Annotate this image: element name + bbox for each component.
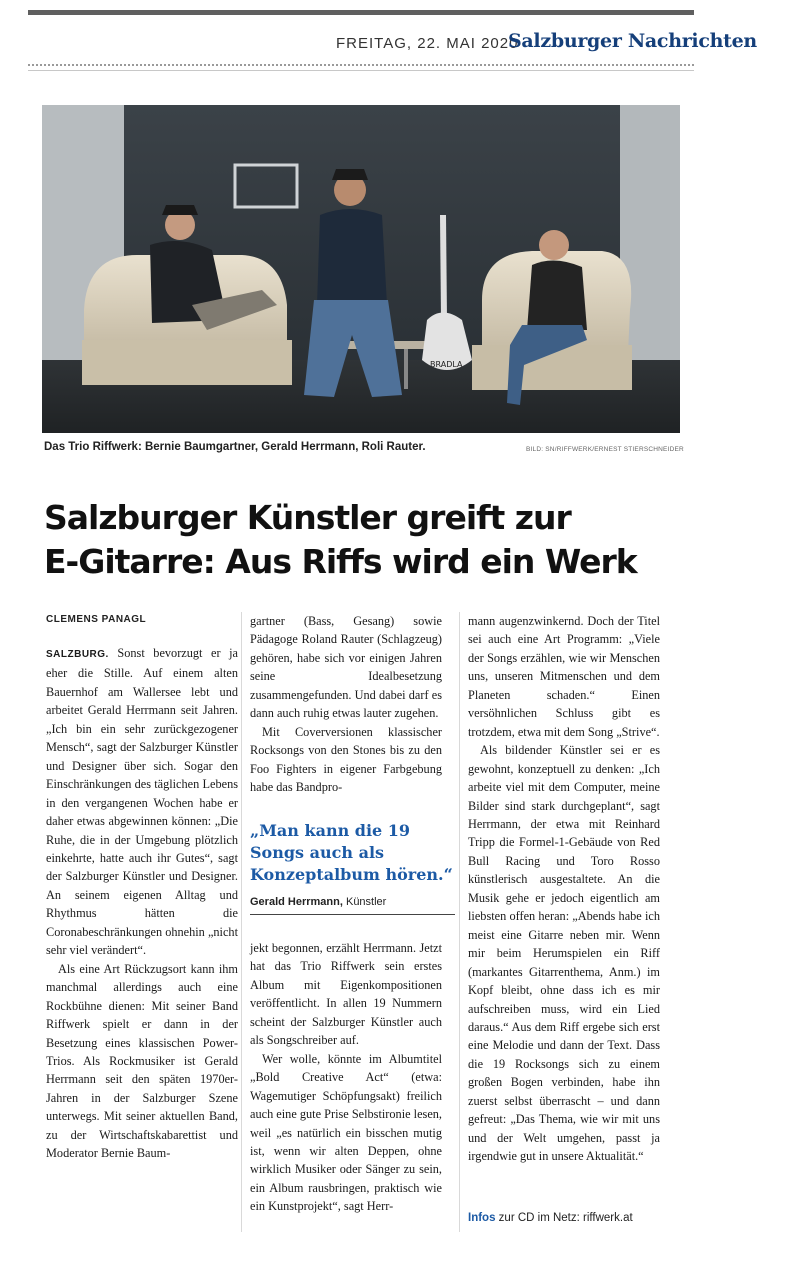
issue-date: FREITAG, 22. MAI 2020 <box>336 35 519 52</box>
paragraph: Als bildender Künstler sei er es gewohnt, konzeptuell zu denken: „Ich arbeite viel mit dem Computer, meine Bilder sind stark durchgeplant“, sagt Herrmann, der etwa mit Reinhard Tripp die Formel-1-Gebäude von Red Bull Racing und Toro Rosso künstlerisch ausgestaltete. An die Musik gehe er jedoch eigentlich am liebsten offen heran: „Abends habe ich meist eine Gitarre neben mir. Wenn mir beim Herumspielen ein Riff (markantes Gitarrenthema, Anm.) im Kopf bleibt, ohne dass ich es mir aufschreiben muss, wird ein Lied daraus.“ Aus dem Riff ergebe sich erst eine Melodie und dann der Text. Dass die 19 Rocksongs sich zu einem großen Bogen verbinden, habe ihn zuerst selbst überrascht – und dann gefreut: „Das Thema, wie wir mit uns und der Welt umgehen, passt ja irgendwie gut in unsere Aktualität.“ <box>468 743 660 1164</box>
paragraph: gartner (Bass, Gesang) sowie Pädagoge Roland Rauter (Schlagzeug) gehören, habe sich vor einigen Jahren seine Idealbesetzung zusammengefunden. Und dabei darf es dann auch ruhig etwas lauter zugehen. <box>250 614 442 721</box>
paragraph: SALZBURG. Sonst bevorzugt er ja eher die Stille. Auf einem alten Bauernhof am Wallersee lebt und arbeitet Gerald Herrmann seit Jahren. „Ich bin ein sehr zurückgezogener Mensch“, sagt der Salzburger Künstler und Designer über sich. Sogar den Einschränkungen des täglichen Lebens in den vergangenen Wochen habe er daher etwas abgewinnen können: „Die Ruhe, die in der Umgebung plötzlich einkehrte, hatte auch ihr Gutes“, sagt der Salzburger Künstler und Designer. An seinem eigenen Alltag und Rhythmus hätten die Coronabeschränkungen ohnehin „nicht sehr viel verändert“. <box>46 646 238 958</box>
pull-quote-rule <box>250 914 455 915</box>
info-footer <box>468 1212 633 1224</box>
article-column-3 <box>468 612 660 1166</box>
article-column-1 <box>46 612 238 1163</box>
info-text: zur CD im Netz: riffwerk.at <box>495 1212 633 1224</box>
column-divider <box>459 612 460 1232</box>
paragraph: mann augenzwinkernd. Doch der Titel sei auch eine Art Programm: „Viele der Songs erzählen, wie wir Menschen uns, unseren Mitmenschen und dem Planeten schaden.“ Einen versöhnlichen Schluss gibt es trotzdem, etwa mit dem Song „Strive“. <box>468 614 660 739</box>
author-byline: CLEMENS PANAGL <box>46 614 147 625</box>
paragraph: Mit Coverversionen klassischer Rocksongs von den Stones bis zu den Foo Fighters in eigener Farbgebung habe das Bandpro- <box>250 724 442 795</box>
headline-line-2: E-Gitarre: Aus Riffs wird ein Werk <box>44 542 637 581</box>
paragraph: Wer wolle, könnte im Albumtitel „Bold Creative Act“ (etwa: Wagemutiger Schöpfungsakt) freilich auch eine gute Prise Selbstironie lesen, weil „es natürlich ein bisschen mutig ist, wenn wir alten Deppen, ohne wirklich Musiker oder Sänger zu sein, ein Album rausbringen, praktisch wie ein Kunstprojekt“, sagt Herr- <box>250 1051 442 1214</box>
top-rule <box>28 10 694 15</box>
headline-line-1: Salzburger Künstler greift zur <box>44 498 571 537</box>
info-label: Infos <box>468 1212 496 1224</box>
pull-quote-text: „Man kann die 19 Songs auch als Konzeptalbum hören.“ <box>250 821 453 884</box>
article-column-2-top <box>250 612 442 797</box>
pull-quote-attribution: Gerald Herrmann, Künstler <box>250 896 387 908</box>
photo-caption: Das Trio Riffwerk: Bernie Baumgartner, Gerald Herrmann, Roli Rauter. <box>44 441 426 453</box>
dateline-location: SALZBURG. <box>46 649 109 660</box>
pull-quote <box>250 820 455 915</box>
paragraph: Als eine Art Rückzugsort kann ihm manchmal allerdings auch eine Rockbühne dienen: Mit seiner Band Riffwerk spielt er dann in der Besetzung eines klassischen Power-Trios. Als Rockmusiker ist Gerald Herrmann seit den späten 1970er-Jahren in der Salzburger Szene unterwegs. Mit seiner aktuellen Band, zu der Wirtschaftskabarettist und Moderator Bernie Baum- <box>46 961 238 1161</box>
guitar-text: BRADLA <box>430 360 463 369</box>
column-divider <box>241 612 242 1232</box>
photo-credit: BILD: SN/RIFFWERK/ERNEST STIERSCHNEIDER <box>526 446 684 453</box>
band-photo <box>42 105 680 433</box>
article-column-2-bottom <box>250 939 442 1216</box>
newspaper-logo: Salzburger Nachrichten <box>508 30 757 52</box>
article-headline <box>44 496 694 584</box>
paragraph: jekt begonnen, erzählt Herrmann. Jetzt hat das Trio Riffwerk sein erstes Album mit Eigenkompositionen veröffentlicht. In allen 19 Nummern scheint der Salzburger Künstler auch als Songschreiber auf. <box>250 941 442 1048</box>
masthead-divider-thin <box>28 70 694 71</box>
masthead-divider <box>28 64 694 66</box>
